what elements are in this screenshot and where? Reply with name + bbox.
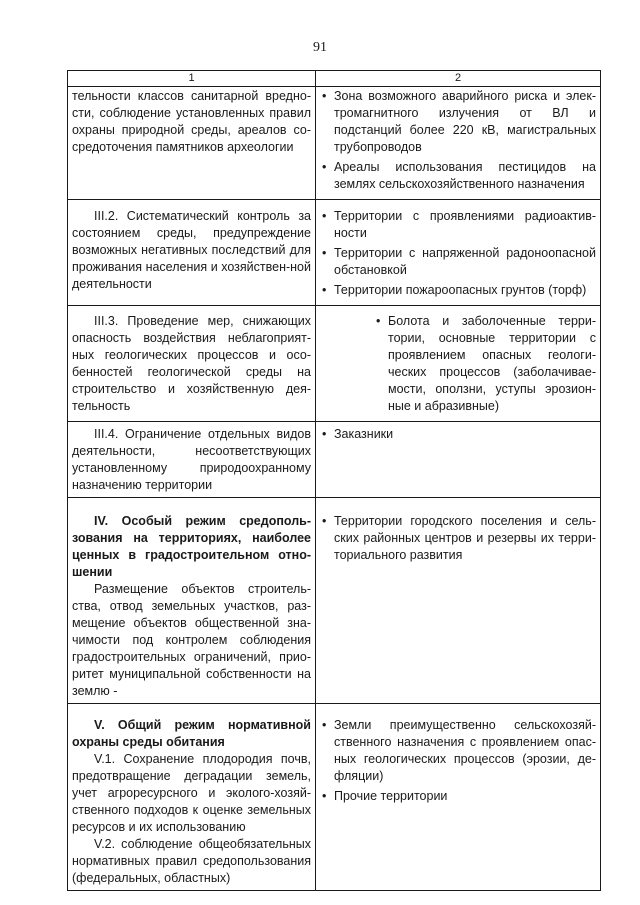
measure-cell	[68, 498, 316, 704]
territory-cell	[316, 200, 601, 306]
bullet-icon: •	[322, 514, 327, 528]
measure-text: III.4. Ограничение отдельных видов деятельности, несоответствующих установленному природоохранному назначению территории	[72, 427, 311, 492]
regime-heading: V. Общий режим нормативной охраны среды обитания	[72, 718, 311, 749]
territory-text: Заказники	[334, 427, 394, 441]
territory-cell	[316, 306, 601, 422]
list-item	[320, 788, 596, 805]
territory-text: Территории с проявлениями радиоактив-ности	[334, 209, 596, 240]
territory-cell	[316, 87, 601, 200]
territory-text: Территории с напряженной радоноопасной обстановкой	[334, 246, 596, 277]
measure-text: V.1. Сохранение плодородия почв, предотвращение деградации земель, учет агроресурсного и эколого-хозяй-ственного подходов к оценке земельных ресурсов и их использованию	[72, 752, 311, 834]
page-number: 91	[313, 40, 327, 55]
measure-cell	[68, 704, 316, 891]
list-item	[320, 717, 596, 785]
territory-text: Прочие территории	[334, 789, 448, 803]
list-item	[320, 513, 596, 564]
territory-cell	[316, 704, 601, 891]
territory-text: Территории пожароопасных грунтов (торф)	[334, 283, 587, 297]
territory-text: Болота и заболоченные терри-тории, основные территории с проявлением опасных геологи-ческих процессов (заболачивае-мости, оползни, уступы эрозион-ные и абразивные)	[388, 314, 596, 413]
table-row	[68, 200, 601, 306]
bullet-icon: •	[322, 160, 327, 174]
list-item	[374, 313, 596, 415]
column-header-2: 2	[316, 71, 601, 87]
regime-heading: IV. Особый режим средополь-зования на территориях, наиболее ценных в градостроительном отно-шении	[72, 514, 311, 579]
bullet-icon: •	[322, 789, 327, 803]
list-item	[320, 88, 596, 156]
list-item	[320, 282, 596, 299]
column-header-1: 1	[68, 71, 316, 87]
table-header-row	[68, 71, 601, 87]
table-row	[68, 422, 601, 498]
list-item	[320, 426, 596, 443]
regime-table	[67, 70, 601, 891]
bullet-icon: •	[322, 89, 327, 103]
territory-text: Территории городского поселения и сель-ских районных центров и резервы их терри-ториального развития	[334, 514, 596, 562]
territory-text: Зона возможного аварийного риска и элек-тромагнитного излучения от ВЛ и подстанций более 220 кВ, магистральных трубопроводов	[334, 89, 596, 154]
measure-cell	[68, 200, 316, 306]
measure-cell	[68, 87, 316, 200]
measure-text: тельности классов санитарной вредно-сти, соблюдение установленных правил охраны природной среды, ареалов со-средоточения памятников археологии	[72, 89, 311, 154]
list-item	[320, 245, 596, 279]
measure-text: III.2. Систематический контроль за состоянием среды, предупреждение возможных негативных последствий для проживания населения и хозяйствен-ной деятельности	[72, 209, 311, 291]
bullet-icon: •	[322, 246, 327, 260]
territory-cell	[316, 498, 601, 704]
measure-text: III.3. Проведение мер, снижающих опасность воздействия неблагоприят-ных геологических процессов и осо-бенностей геологической среды на строительство и хозяйственную дея-тельность	[72, 314, 311, 413]
bullet-icon: •	[322, 718, 327, 732]
measure-text: V.2. соблюдение общеобязательных нормативных правил средопользования (федеральных, областных)	[72, 837, 311, 885]
bullet-icon: •	[322, 427, 327, 441]
bullet-icon: •	[322, 209, 327, 223]
bullet-icon: •	[322, 283, 327, 297]
table-row	[68, 306, 601, 422]
list-item	[320, 159, 596, 193]
territory-cell	[316, 422, 601, 498]
territory-text: Ареалы использования пестицидов на землях сельскохозяйственного назначения	[334, 160, 596, 191]
table-row	[68, 498, 601, 704]
table-row	[68, 704, 601, 891]
measure-text: Размещение объектов строитель-ства, отвод земельных участков, раз-мещение объектов общественной зна-чимости под контролем соблюдения градостроительных ограничений, прио-ритет муниципальной собственности на землю -	[72, 582, 311, 698]
bullet-icon: •	[376, 314, 381, 328]
table-row	[68, 87, 601, 200]
list-item	[320, 208, 596, 242]
territory-text: Земли преимущественно сельскохозяй-ственного назначения с проявлением опас-ных геологических процессов (эрозии, де-фляции)	[334, 718, 596, 783]
measure-cell	[68, 306, 316, 422]
measure-cell	[68, 422, 316, 498]
